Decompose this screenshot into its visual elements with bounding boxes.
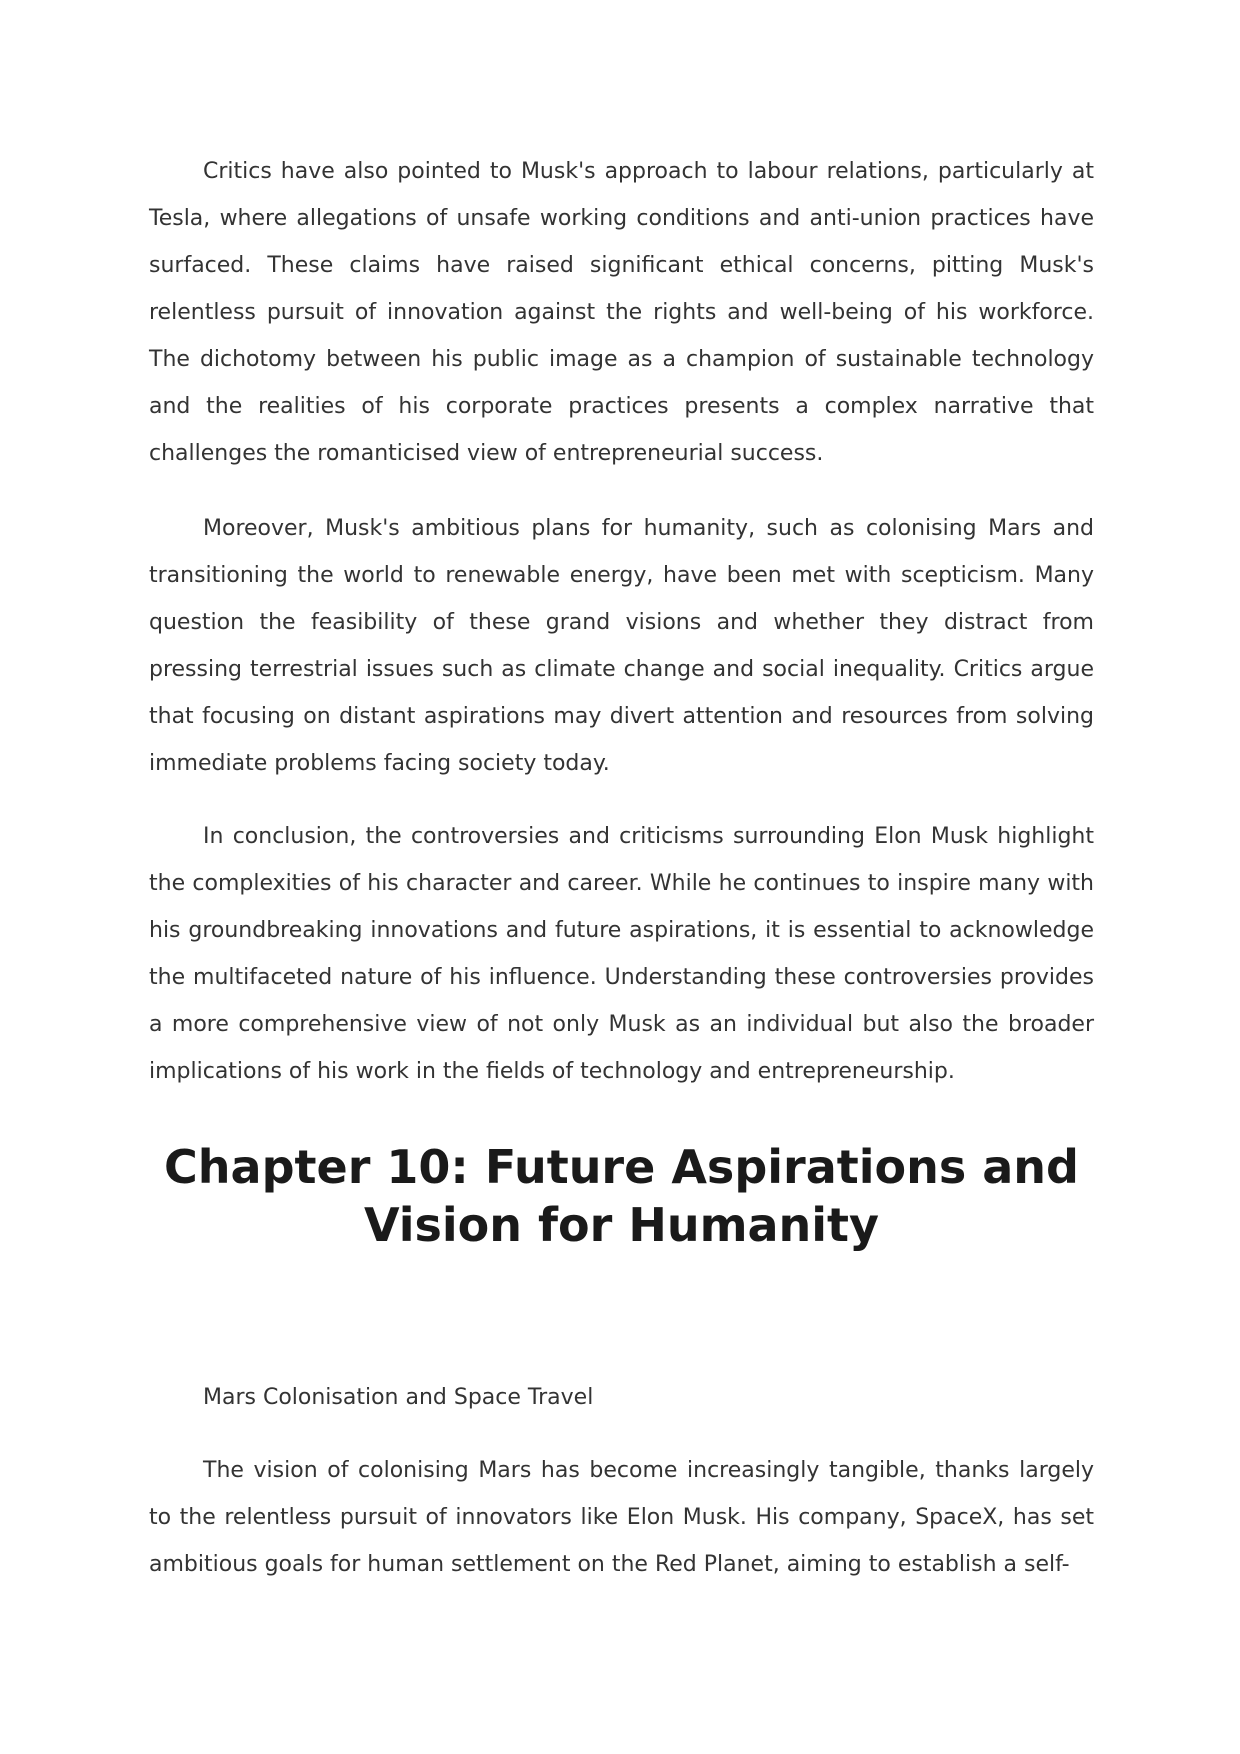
section-heading: Mars Colonisation and Space Travel [203, 1385, 594, 1410]
paragraph-mars-vision: The vision of colonising Mars has become increasingly tangible, thanks largely to the relentless pursuit of innovators like Elon Musk. His company, SpaceX, has set ambitious goals for human settlement on the Red Planet, aiming to establish a self- [149, 1458, 1094, 1577]
paragraph-conclusion: In conclusion, the controversies and criticisms surrounding Elon Musk highlight the complexities of his character and career. While he continues to inspire many with his groundbreaking innovations and future aspirations, it is essential to acknowledge the multifaceted nature of his influence. Understanding these controversies provides a more comprehensive view of not only Musk as an individual but also the broader implications of his work in the fields of technology and entrepreneurship. [149, 824, 1094, 1084]
paragraph-ambitious-plans: Moreover, Musk's ambitious plans for humanity, such as colonising Mars and transitioning the world to renewable energy, have been met with scepticism. Many question the feasibility of these grand visions and whether they distract from pressing terrestrial issues such as climate change and social inequality. Critics argue that focusing on distant aspirations may divert attention and resources from solving immediate problems facing society today. [149, 516, 1094, 776]
chapter-title: Chapter 10: Future Aspirations and Vision for Humanity [164, 1140, 1079, 1252]
paragraph-labour-relations: Critics have also pointed to Musk's approach to labour relations, particularly at Tesla, where allegations of unsafe working conditions and anti-union practices have surfaced. These claims have raised significant ethical concerns, pitting Musk's relentless pursuit of innovation against the rights and well-being of his workforce. The dichotomy between his public image as a champion of sustainable technology and the realities of his corporate practices presents a complex narrative that challenges the romanticised view of entrepreneurial success. [149, 159, 1094, 466]
